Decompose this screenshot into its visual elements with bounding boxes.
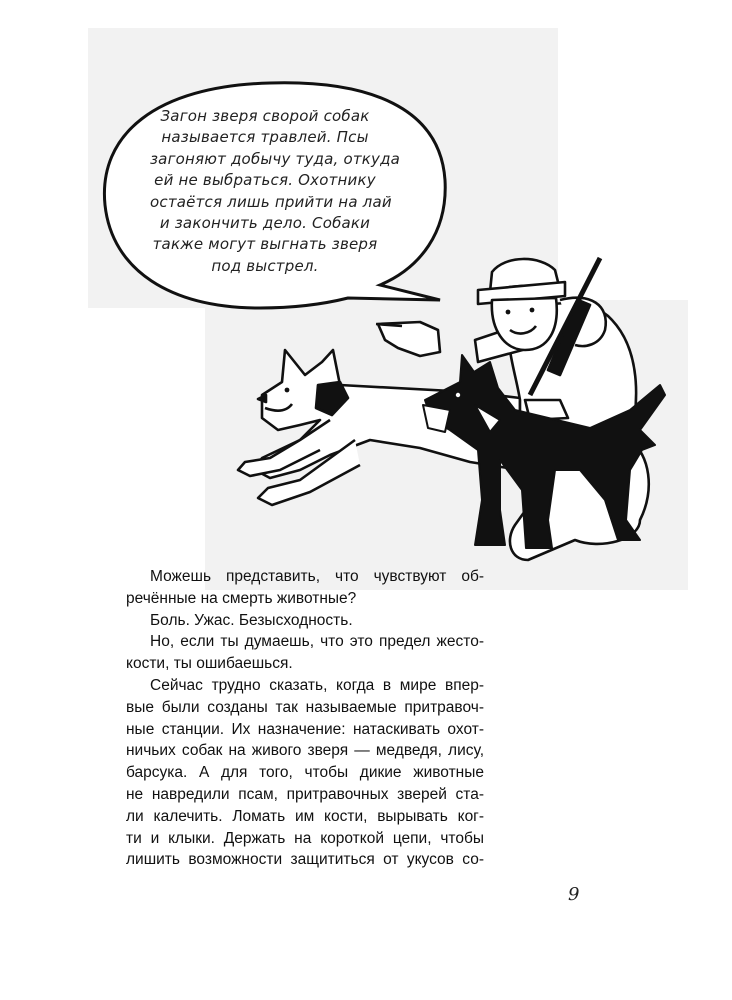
body-line: ные станции. Их назначение: натаскивать охот- [126,720,484,738]
body-line: не навредили псам, притравочных зверей ста- [126,785,484,803]
body-line: ти и клыки. Держать на короткой цепи, чтобы [126,829,484,847]
bubble-line: называется травлей. Псы [161,128,369,147]
body-line: кости, ты ошибаешься. [126,655,293,673]
body-line: речённые на смерть животные? [126,589,357,607]
bubble-line: ей не выбраться. Охотнику [154,171,376,190]
body-line: Боль. Ужас. Безысходность. [150,611,353,629]
body-line: барсука. А для того, чтобы дикие животные [126,764,484,782]
page-number: 9 [568,884,580,905]
body-line: Но, если ты думаешь, что это предел жесто- [150,633,484,651]
body-line: лишить возможности защититься от укусов со- [126,851,484,869]
bubble-line: и закончить дело. Собаки [159,214,371,233]
body-line: Можешь представить, что чувствуют об- [150,568,484,585]
bubble-line: также могут выгнать зверя [152,235,378,254]
bubble-line: под выстрел. [211,256,319,275]
bubble-line: Загон зверя сворой собак [160,107,370,125]
body-line: ли калечить. Ломать им кости, вырывать ког- [126,807,484,825]
bubble-line: загоняют добычу туда, откуда [150,149,401,168]
speech-bubble-text [150,106,401,277]
body-line: вые были созданы так называемые притравоч- [126,698,484,716]
body-line: ничьих собак на живого зверя — медведя, лису, [126,742,484,760]
bubble-line: остаётся лишь прийти на лай [150,192,392,211]
body-line: Сейчас трудно сказать, когда в мире впер- [150,676,484,694]
body-paragraphs [126,566,484,871]
